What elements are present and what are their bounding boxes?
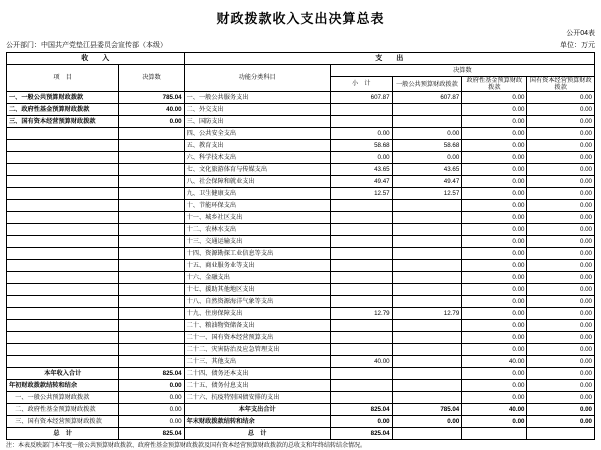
expense-fund: 0.00 bbox=[462, 236, 527, 248]
income-item bbox=[7, 152, 119, 164]
income-carry-value: 0.00 bbox=[119, 416, 184, 428]
income-item bbox=[7, 140, 119, 152]
expense-fund: 0.00 bbox=[462, 224, 527, 236]
expense-total bbox=[330, 332, 392, 344]
expense-soe: 0.00 bbox=[527, 116, 595, 128]
income-value bbox=[119, 128, 184, 140]
expense-fund: 0.00 bbox=[462, 260, 527, 272]
income-item bbox=[7, 224, 119, 236]
expense-name: 二十二、灾害防治及应急管理支出 bbox=[184, 344, 330, 356]
income-value bbox=[119, 344, 184, 356]
expense-general bbox=[392, 260, 462, 272]
expense-fund: 0.00 bbox=[462, 344, 527, 356]
expense-grand-fund bbox=[462, 428, 527, 440]
public-code: 公开04表 bbox=[566, 30, 595, 37]
income-carry-item: 一、一般公共预算财政拨款 bbox=[7, 392, 119, 404]
expense-fund: 0.00 bbox=[462, 392, 527, 404]
table-row bbox=[7, 320, 595, 332]
expense-general: 58.68 bbox=[392, 140, 462, 152]
expense-general bbox=[392, 380, 462, 392]
expense-name: 十七、援助其他地区支出 bbox=[184, 284, 330, 296]
table-note: 注：本表反映部门本年度一般公共预算财政拨款、政府性基金预算财政拨款及国有资本经营预算财政拨款的总收支和年终结转结余情况。 bbox=[6, 443, 367, 449]
table-row bbox=[7, 104, 595, 116]
income-item bbox=[7, 128, 119, 140]
table-row bbox=[7, 188, 595, 200]
expense-fund: 0.00 bbox=[462, 92, 527, 104]
expense-general bbox=[392, 200, 462, 212]
expense-fund: 0.00 bbox=[462, 176, 527, 188]
income-value: 0.00 bbox=[119, 116, 184, 128]
income-item bbox=[7, 260, 119, 272]
income-value bbox=[119, 200, 184, 212]
expense-grand-label: 总 计 bbox=[184, 428, 330, 440]
expense-soe: 0.00 bbox=[527, 224, 595, 236]
expense-total bbox=[330, 272, 392, 284]
table-row bbox=[7, 152, 595, 164]
expense-total-total: 825.04 bbox=[330, 404, 392, 416]
expense-name: 十九、住房保障支出 bbox=[184, 308, 330, 320]
income-carry-value: 0.00 bbox=[119, 392, 184, 404]
income-item bbox=[7, 176, 119, 188]
expense-fund: 0.00 bbox=[462, 200, 527, 212]
income-total-row bbox=[7, 368, 595, 380]
expense-name: 七、文化旅游体育与传媒支出 bbox=[184, 164, 330, 176]
income-item bbox=[7, 308, 119, 320]
expense-name: 十、节能环保支出 bbox=[184, 200, 330, 212]
expense-name: 十三、交通运输支出 bbox=[184, 236, 330, 248]
table-row bbox=[7, 284, 595, 296]
income-item bbox=[7, 356, 119, 368]
expense-soe: 0.00 bbox=[527, 272, 595, 284]
expense-name: 八、社会保障和就业支出 bbox=[184, 176, 330, 188]
income-carry-item: 年初财政拨款结转和结余 bbox=[7, 380, 119, 392]
table-row bbox=[7, 344, 595, 356]
public-code-spacer bbox=[6, 29, 8, 39]
income-total-label: 本年收入合计 bbox=[7, 368, 119, 380]
expense-general bbox=[392, 104, 462, 116]
meta-row bbox=[6, 29, 595, 39]
expense-fund: 0.00 bbox=[462, 212, 527, 224]
income-value bbox=[119, 272, 184, 284]
income-section-title: 收 入 bbox=[7, 53, 185, 65]
expense-total-fund: 40.00 bbox=[462, 404, 527, 416]
carry-row bbox=[7, 404, 595, 416]
expense-general bbox=[392, 224, 462, 236]
income-item bbox=[7, 320, 119, 332]
expense-total bbox=[330, 284, 392, 296]
expense-total: 58.68 bbox=[330, 140, 392, 152]
expense-general: 12.79 bbox=[392, 308, 462, 320]
expense-carry-fund: 0.00 bbox=[462, 416, 527, 428]
income-value: 785.04 bbox=[119, 92, 184, 104]
carry-row bbox=[7, 380, 595, 392]
department-value: 中国共产党垫江县委员会宣传部（本级） bbox=[41, 42, 167, 49]
income-col-item: 项 目 bbox=[7, 65, 119, 92]
expense-soe: 0.00 bbox=[527, 308, 595, 320]
expense-soe: 0.00 bbox=[527, 188, 595, 200]
income-value bbox=[119, 176, 184, 188]
expense-name: 三、国防支出 bbox=[184, 116, 330, 128]
expense-name: 二、外交支出 bbox=[184, 104, 330, 116]
table-row bbox=[7, 224, 595, 236]
expense-general: 43.65 bbox=[392, 164, 462, 176]
income-item bbox=[7, 212, 119, 224]
expense-general: 12.57 bbox=[392, 188, 462, 200]
expense-col-soe: 国有资本经营预算财政拨款 bbox=[527, 77, 595, 92]
expense-total bbox=[330, 212, 392, 224]
expense-general bbox=[392, 332, 462, 344]
expense-total bbox=[330, 368, 392, 380]
table-row bbox=[7, 236, 595, 248]
expense-general bbox=[392, 116, 462, 128]
expense-carry-soe: 0.00 bbox=[527, 416, 595, 428]
expense-total: 43.65 bbox=[330, 164, 392, 176]
table-row bbox=[7, 176, 595, 188]
table-row bbox=[7, 308, 595, 320]
expense-name: 二十、粮油物资储备支出 bbox=[184, 320, 330, 332]
income-item: 一、一般公共预算财政拨款 bbox=[7, 92, 119, 104]
expense-general bbox=[392, 368, 462, 380]
income-item bbox=[7, 164, 119, 176]
income-value: 40.00 bbox=[119, 104, 184, 116]
expense-soe: 0.00 bbox=[527, 392, 595, 404]
expense-total bbox=[330, 224, 392, 236]
expense-grand-total: 825.04 bbox=[330, 428, 392, 440]
expense-fund: 0.00 bbox=[462, 128, 527, 140]
expense-general bbox=[392, 392, 462, 404]
income-item bbox=[7, 188, 119, 200]
income-grand-label: 总 计 bbox=[7, 428, 119, 440]
income-item: 三、国有资本经营预算财政拨款 bbox=[7, 116, 119, 128]
expense-fund: 0.00 bbox=[462, 368, 527, 380]
expense-fund: 0.00 bbox=[462, 296, 527, 308]
expense-soe: 0.00 bbox=[527, 320, 595, 332]
expense-general: 0.00 bbox=[392, 152, 462, 164]
fiscal-appropriation-table bbox=[6, 52, 595, 440]
income-col-value: 决算数 bbox=[119, 65, 184, 92]
expense-soe: 0.00 bbox=[527, 104, 595, 116]
expense-soe: 0.00 bbox=[527, 92, 595, 104]
expense-general: 49.47 bbox=[392, 176, 462, 188]
expense-soe: 0.00 bbox=[527, 212, 595, 224]
expense-soe: 0.00 bbox=[527, 380, 595, 392]
income-value bbox=[119, 296, 184, 308]
expense-fund: 0.00 bbox=[462, 104, 527, 116]
expense-name: 十四、资源勘探工业信息等支出 bbox=[184, 248, 330, 260]
expense-fund: 0.00 bbox=[462, 152, 527, 164]
expense-name: 九、卫生健康支出 bbox=[184, 188, 330, 200]
table-row bbox=[7, 116, 595, 128]
income-item bbox=[7, 332, 119, 344]
expense-col-total: 小 计 bbox=[330, 77, 392, 92]
expense-fund: 0.00 bbox=[462, 272, 527, 284]
expense-soe: 0.00 bbox=[527, 356, 595, 368]
expense-name: 十一、城乡社区支出 bbox=[184, 212, 330, 224]
expense-soe: 0.00 bbox=[527, 152, 595, 164]
income-value bbox=[119, 308, 184, 320]
income-item bbox=[7, 284, 119, 296]
income-item bbox=[7, 200, 119, 212]
income-value bbox=[119, 188, 184, 200]
income-value bbox=[119, 236, 184, 248]
grand-total-row bbox=[7, 428, 595, 440]
expense-total: 12.79 bbox=[330, 308, 392, 320]
income-item bbox=[7, 344, 119, 356]
expense-grand-general bbox=[392, 428, 462, 440]
expense-fund: 0.00 bbox=[462, 140, 527, 152]
income-item bbox=[7, 272, 119, 284]
expense-name: 四、公共安全支出 bbox=[184, 128, 330, 140]
expense-soe: 0.00 bbox=[527, 296, 595, 308]
expense-total: 0.00 bbox=[330, 128, 392, 140]
table-row bbox=[7, 272, 595, 284]
expense-soe: 0.00 bbox=[527, 260, 595, 272]
expense-soe: 0.00 bbox=[527, 368, 595, 380]
expense-soe: 0.00 bbox=[527, 248, 595, 260]
table-row bbox=[7, 296, 595, 308]
expense-total bbox=[330, 260, 392, 272]
expense-grand-soe bbox=[527, 428, 595, 440]
expense-total bbox=[330, 236, 392, 248]
expense-general bbox=[392, 296, 462, 308]
income-carry-item: 二、政府性基金预算财政拨款 bbox=[7, 404, 119, 416]
expense-total: 0.00 bbox=[330, 152, 392, 164]
department-label: 公开部门： bbox=[6, 42, 41, 49]
income-carry-value: 0.00 bbox=[119, 404, 184, 416]
income-value bbox=[119, 332, 184, 344]
income-total-value: 825.04 bbox=[119, 368, 184, 380]
expense-name: 五、教育支出 bbox=[184, 140, 330, 152]
table-row bbox=[7, 128, 595, 140]
expense-fund: 0.00 bbox=[462, 380, 527, 392]
table-top-header-row bbox=[7, 53, 595, 65]
expense-soe: 0.00 bbox=[527, 128, 595, 140]
income-value bbox=[119, 224, 184, 236]
expense-total bbox=[330, 200, 392, 212]
income-value bbox=[119, 212, 184, 224]
income-value bbox=[119, 248, 184, 260]
income-carry-item: 三、国有资本经营预算财政拨款 bbox=[7, 416, 119, 428]
expense-name: 二十四、债务还本支出 bbox=[184, 368, 330, 380]
expense-soe: 0.00 bbox=[527, 140, 595, 152]
expense-total-general: 785.04 bbox=[392, 404, 462, 416]
dept-row bbox=[6, 39, 595, 51]
income-value bbox=[119, 356, 184, 368]
income-value bbox=[119, 320, 184, 332]
table-row bbox=[7, 200, 595, 212]
income-value bbox=[119, 164, 184, 176]
expense-soe: 0.00 bbox=[527, 176, 595, 188]
expense-col-fund: 政府性基金预算财政拨款 bbox=[462, 77, 527, 92]
expense-name: 十五、商业服务业等支出 bbox=[184, 260, 330, 272]
department-line bbox=[6, 40, 167, 51]
expense-general bbox=[392, 248, 462, 260]
expense-fund: 0.00 bbox=[462, 188, 527, 200]
expense-section-title: 支 出 bbox=[184, 53, 594, 65]
income-item bbox=[7, 236, 119, 248]
carry-row bbox=[7, 392, 595, 404]
expense-general bbox=[392, 236, 462, 248]
expense-total: 40.00 bbox=[330, 356, 392, 368]
expense-soe: 0.00 bbox=[527, 164, 595, 176]
income-carry-value: 0.00 bbox=[119, 380, 184, 392]
expense-col-func: 功能分类科目 bbox=[184, 65, 330, 92]
table-subheader-row-1 bbox=[7, 65, 595, 77]
expense-carry-general: 0.00 bbox=[392, 416, 462, 428]
page-title: 财政拨款收入支出决算总表 bbox=[216, 11, 385, 26]
expense-name: 二十五、债务付息支出 bbox=[184, 380, 330, 392]
income-value bbox=[119, 140, 184, 152]
expense-fund: 0.00 bbox=[462, 248, 527, 260]
expense-total bbox=[330, 344, 392, 356]
expense-general bbox=[392, 320, 462, 332]
expense-name: 六、科学技术支出 bbox=[184, 152, 330, 164]
expense-total: 49.47 bbox=[330, 176, 392, 188]
table-row bbox=[7, 248, 595, 260]
expense-total bbox=[330, 248, 392, 260]
unit-label: 单位：万元 bbox=[560, 42, 595, 49]
expense-col-group: 决算数 bbox=[330, 65, 594, 77]
table-row bbox=[7, 356, 595, 368]
table-row bbox=[7, 164, 595, 176]
expense-soe: 0.00 bbox=[527, 332, 595, 344]
expense-name: 十二、农林水支出 bbox=[184, 224, 330, 236]
expense-name: 一、一般公共服务支出 bbox=[184, 92, 330, 104]
expense-general bbox=[392, 284, 462, 296]
expense-general bbox=[392, 212, 462, 224]
expense-total: 607.87 bbox=[330, 92, 392, 104]
expense-general bbox=[392, 344, 462, 356]
table-row bbox=[7, 332, 595, 344]
expense-name: 二十三、其他支出 bbox=[184, 356, 330, 368]
income-item bbox=[7, 248, 119, 260]
income-item: 二、政府性基金预算财政拨款 bbox=[7, 104, 119, 116]
expense-fund: 0.00 bbox=[462, 308, 527, 320]
income-value bbox=[119, 260, 184, 272]
expense-name: 二十一、国有资本经营预算支出 bbox=[184, 332, 330, 344]
expense-total-soe: 0.00 bbox=[527, 404, 595, 416]
expense-fund: 0.00 bbox=[462, 320, 527, 332]
expense-total: 12.57 bbox=[330, 188, 392, 200]
expense-total bbox=[330, 296, 392, 308]
expense-name: 二十六、抗疫特别国债安排的支出 bbox=[184, 392, 330, 404]
expense-total bbox=[330, 320, 392, 332]
table-row bbox=[7, 212, 595, 224]
expense-carry-total: 0.00 bbox=[330, 416, 392, 428]
table-row bbox=[7, 260, 595, 272]
income-value bbox=[119, 152, 184, 164]
expense-total bbox=[330, 116, 392, 128]
expense-total bbox=[330, 104, 392, 116]
expense-soe: 0.00 bbox=[527, 284, 595, 296]
expense-fund: 0.00 bbox=[462, 116, 527, 128]
income-item bbox=[7, 296, 119, 308]
expense-total-label: 本年支出合计 bbox=[184, 404, 330, 416]
expense-soe: 0.00 bbox=[527, 236, 595, 248]
expense-general: 607.87 bbox=[392, 92, 462, 104]
income-value bbox=[119, 284, 184, 296]
expense-general bbox=[392, 272, 462, 284]
expense-fund: 0.00 bbox=[462, 284, 527, 296]
table-row bbox=[7, 140, 595, 152]
expense-total bbox=[330, 380, 392, 392]
expense-soe: 0.00 bbox=[527, 344, 595, 356]
expense-general: 0.00 bbox=[392, 128, 462, 140]
expense-total bbox=[330, 392, 392, 404]
table-row bbox=[7, 92, 595, 104]
carry-row bbox=[7, 416, 595, 428]
expense-carry-label: 年末财政拨款结转和结余 bbox=[184, 416, 330, 428]
expense-soe: 0.00 bbox=[527, 200, 595, 212]
expense-general bbox=[392, 356, 462, 368]
expense-col-general: 一般公共预算财政拨款 bbox=[392, 77, 462, 92]
expense-fund: 0.00 bbox=[462, 332, 527, 344]
expense-fund: 0.00 bbox=[462, 164, 527, 176]
expense-name: 十八、自然资源海洋气象等支出 bbox=[184, 296, 330, 308]
expense-fund: 40.00 bbox=[462, 356, 527, 368]
expense-name: 十六、金融支出 bbox=[184, 272, 330, 284]
income-grand-value: 825.04 bbox=[119, 428, 184, 440]
